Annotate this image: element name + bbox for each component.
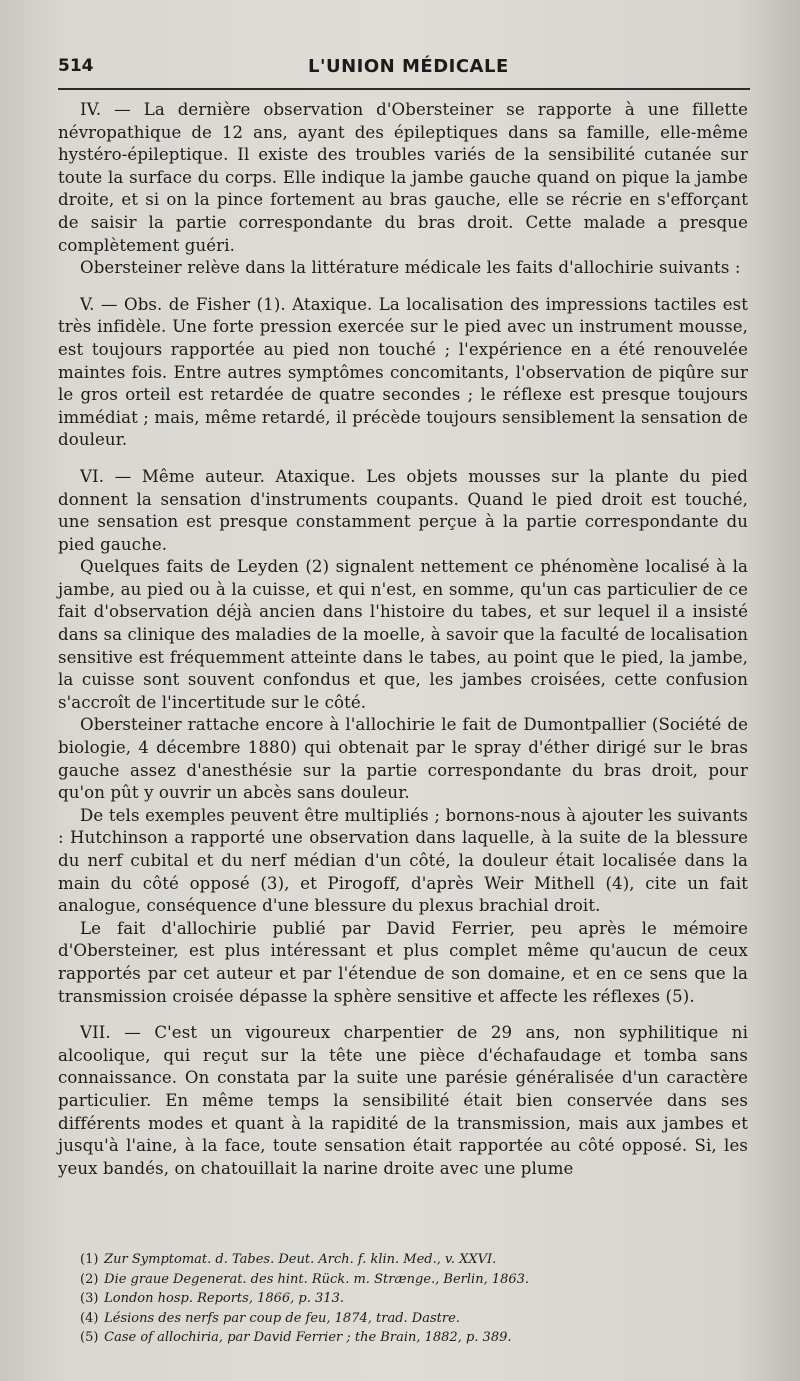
- footnote: [80, 1270, 748, 1290]
- paragraph-observation-iv: IV. — La dernière observation d'Obersteiner se rapporte à une fillette névropathique de 12 ans, ayant des épileptiques dans sa famille, elle-même hystéro-épileptique. Il existe des troubles variés de la sensibilité cutanée sur toute la surface du corps. Elle indique la jambe gauche quand on pique la jambe droite, et si on la pince fortement au bras gauche, elle se récrie en s'efforçant de saisir la partie correspondante du bras droit. Cette malade a presque complètement guéri.: [58, 100, 748, 255]
- footnote-text: Die graue Degenerat. des hint. Rück. m. Strænge., Berlin, 1863.: [104, 1271, 530, 1287]
- footnote-number: (3): [80, 1291, 99, 1307]
- journal-title: L'UNION MÉDICALE: [308, 56, 509, 77]
- paragraph-hutchinson: De tels exemples peuvent être multipliés ; bornons-nous à ajouter les suivants : Hutchinson a rapporté une observation dans laquelle, à la suite de la blessure du nerf cubital et du nerf médian d'un côté, la douleur était localisée dans la main du côté opposé (3), et Pirogoff, d'après Weir Mithell (4), cite un fait analogue, conséquence d'une blessure du plexus brachial droit.: [58, 805, 748, 916]
- footnote: [80, 1309, 748, 1329]
- page-number: 514: [58, 56, 94, 76]
- running-header: [58, 50, 748, 84]
- body-text: [58, 99, 748, 1180]
- paragraph-dumontpallier: Obersteiner rattache encore à l'allochirie le fait de Dumontpallier (Société de biologie, 4 décembre 1880) qui obtenait par le spray d'éther dirigé sur le bras gauche assez d'anesthésie sur la partie correspondante du bras droit, pour qu'on pût y ouvrir un abcès sans douleur.: [58, 715, 748, 803]
- paragraph-ferrier: Le fait d'allochirie publié par David Ferrier, peu après le mémoire d'Obersteiner, est plus intéressant et plus complet même qu'aucun de ceux rapportés par cet auteur et par l'étendue de son domaine, et en ce sens que la transmission croisée dépasse la sphère sensitive et affecte les réflexes (5).: [58, 918, 748, 1006]
- footnotes: [80, 1250, 748, 1348]
- footnote-number: (2): [80, 1271, 99, 1287]
- footnote-text: Zur Symptomat. d. Tabes. Deut. Arch. f. klin. Med., v. XXVI.: [104, 1252, 497, 1267]
- footnote-text: Case of allochiria, par David Ferrier ; the Brain, 1882, p. 389.: [104, 1330, 512, 1346]
- footnote: [80, 1250, 748, 1270]
- paragraph-literature-intro: Obersteiner relève dans la littérature médicale les faits d'allochirie suivants :: [80, 258, 741, 278]
- footnote: [80, 1328, 748, 1348]
- footnote-number: (5): [80, 1330, 99, 1346]
- footnote-number: (4): [80, 1310, 99, 1326]
- paragraph-leyden: Quelques faits de Leyden (2) signalent nettement ce phénomène localisé à la jambe, au pied ou à la cuisse, et qui n'est, en somme, qu'un cas particulier de ce fait d'observation déjà ancien dans l'histoire du tabes, et sur lequel il a insisté dans sa clinique des maladies de la moelle, à savoir que la faculté de localisation sensitive est fréquemment atteinte dans le tabes, au point que le pied, la jambe, la cuisse sont souvent confondus et que, les jambes croisées, cette confusion s'accroît de l'incertitude sur le côté.: [58, 557, 748, 712]
- paragraph-observation-v: V. — Obs. de Fisher (1). Ataxique. La localisation des impressions tactiles est très infidèle. Une forte pression exercée sur le pied avec un instrument mousse, est toujours rapportée au pied non touché ; l'expérience en a été renouvelée maintes fois. Entre autres symptômes concomitants, l'observation de piqûre sur le gros orteil est retardée de quatre secondes ; le réflexe est presque toujours immédiat ; mais, même retardé, il précède toujours sensiblement la sensation de douleur.: [58, 294, 748, 450]
- paragraph-observation-vi: VI. — Même auteur. Ataxique. Les objets mousses sur la plante du pied donnent la sensation d'instruments coupants. Quand le pied droit est touché, une sensation est presque constamment perçue à la partie correspondante du pied gauche.: [58, 466, 748, 554]
- footnote: [80, 1289, 748, 1309]
- footnote-number: (1): [80, 1252, 99, 1267]
- paragraph-observation-vii: VII. — C'est un vigoureux charpentier de 29 ans, non syphilitique ni alcoolique, qui reçut sur la tête une pièce d'échafaudage et tomba sans connaissance. On constata par la suite une parésie généralisée d'un caractère particulier. En même temps la sensibilité était bien conservée dans ses différents modes et quant à la rapidité de la transmission, mais aux jambes et jusqu'à l'aine, à la face, toute sensation était rapportée au côté opposé. Si, les yeux bandés, on chatouillait la narine droite avec une plume: [58, 1023, 748, 1178]
- footnote-text: London hosp. Reports, 1866, p. 313.: [104, 1291, 344, 1307]
- header-rule: [58, 88, 750, 90]
- footnote-text: Lésions des nerfs par coup de feu, 1874, trad. Dastre.: [104, 1310, 460, 1326]
